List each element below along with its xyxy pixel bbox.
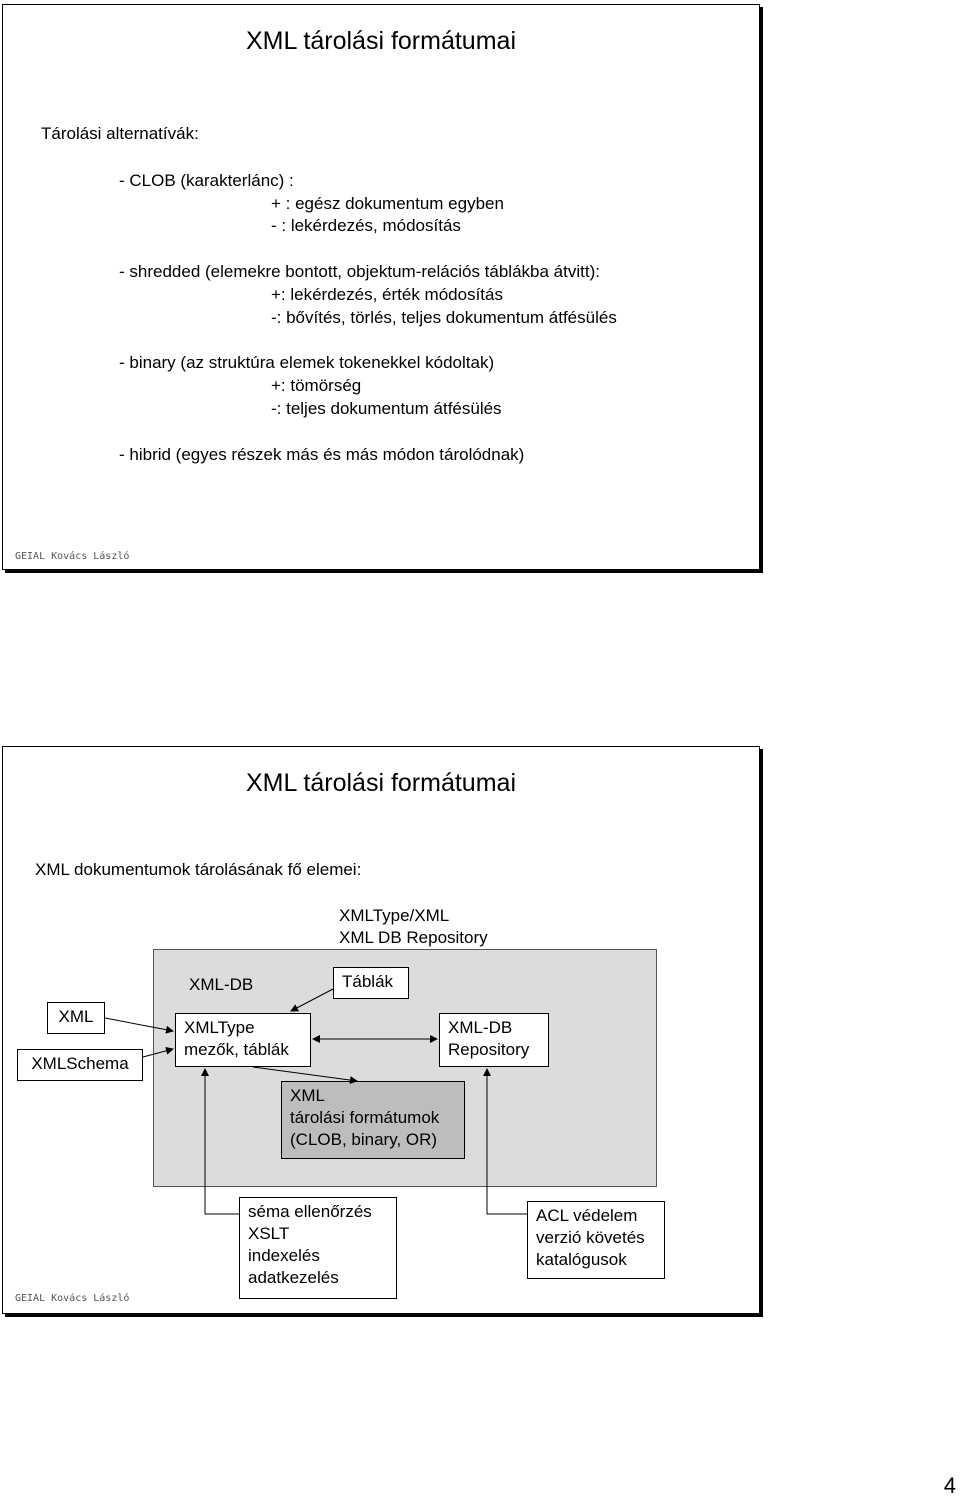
slide-2-title: XML tárolási formátumai [246,769,516,797]
clob-plus: + : egész dokumentum egyben [271,194,504,213]
acl-box [527,1201,665,1279]
acl-box-line: verzió követés [536,1228,645,1247]
alternatives-heading: Tárolási alternatívák: [41,124,199,143]
xmltype-box-line: XMLType [184,1018,255,1037]
shredded-item: - shredded (elemekre bontott, objektum-relációs táblákba átvitt): [119,262,600,281]
storage-formats-box-line: XML [290,1086,325,1105]
features-box-line: adatkezelés [248,1268,339,1287]
repository-label [339,905,488,949]
hybrid-item: - hibrid (egyes részek más és más módon tárolódnak) [119,445,525,464]
binary-item: - binary (az struktúra elemek tokenekkel kódoltak) [119,353,495,372]
slide-2-subtitle: XML dokumentumok tárolásának fő elemei: [35,860,362,879]
acl-box-line: katalógusok [536,1250,627,1269]
shredded-plus: +: lekérdezés, érték módosítás [271,285,503,304]
shredded-minus: -: bővítés, törlés, teljes dokumentum átfésülés [271,308,617,327]
storage-formats-box [281,1081,465,1159]
xmlschema-box: XMLSchema [17,1049,143,1081]
xmltype-box [175,1013,311,1067]
acl-box-line: ACL védelem [536,1206,638,1225]
clob-minus: - : lekérdezés, módosítás [271,216,461,235]
slide-2-footer: GEIAL Kovács László [15,1293,130,1304]
xml-db-label: XML-DB [189,975,254,994]
repository-label-line: XML DB Repository [339,928,488,947]
clob-item: - CLOB (karakterlánc) : [119,171,294,190]
xml-db-repository-box-line: XML-DB [448,1018,513,1037]
storage-formats-box-line: (CLOB, binary, OR) [290,1130,438,1149]
xmltype-box-line: mezők, táblák [184,1040,289,1059]
binary-plus: +: tömörség [271,376,362,395]
storage-formats-box-line: tárolási formátumok [290,1108,440,1127]
xml-db-repository-box-line: Repository [448,1040,530,1059]
repository-label-line: XMLType/XML [339,906,450,925]
features-box-line: XSLT [248,1224,290,1243]
slide-1 [2,4,760,570]
binary-minus: -: teljes dokumentum átfésülés [271,399,502,418]
features-box-line: séma ellenőrzés [248,1202,372,1221]
slide-1-footer: GEIAL Kovács László [15,551,130,562]
features-box [239,1197,397,1299]
features-box-line: indexelés [248,1246,320,1265]
slide-2 [2,746,760,1314]
xml-db-repository-box [439,1013,549,1067]
tables-box: Táblák [333,967,409,999]
slide-1-title: XML tárolási formátumai [246,27,516,55]
page-number: 4 [943,1473,956,1498]
xml-box: XML [47,1002,105,1034]
